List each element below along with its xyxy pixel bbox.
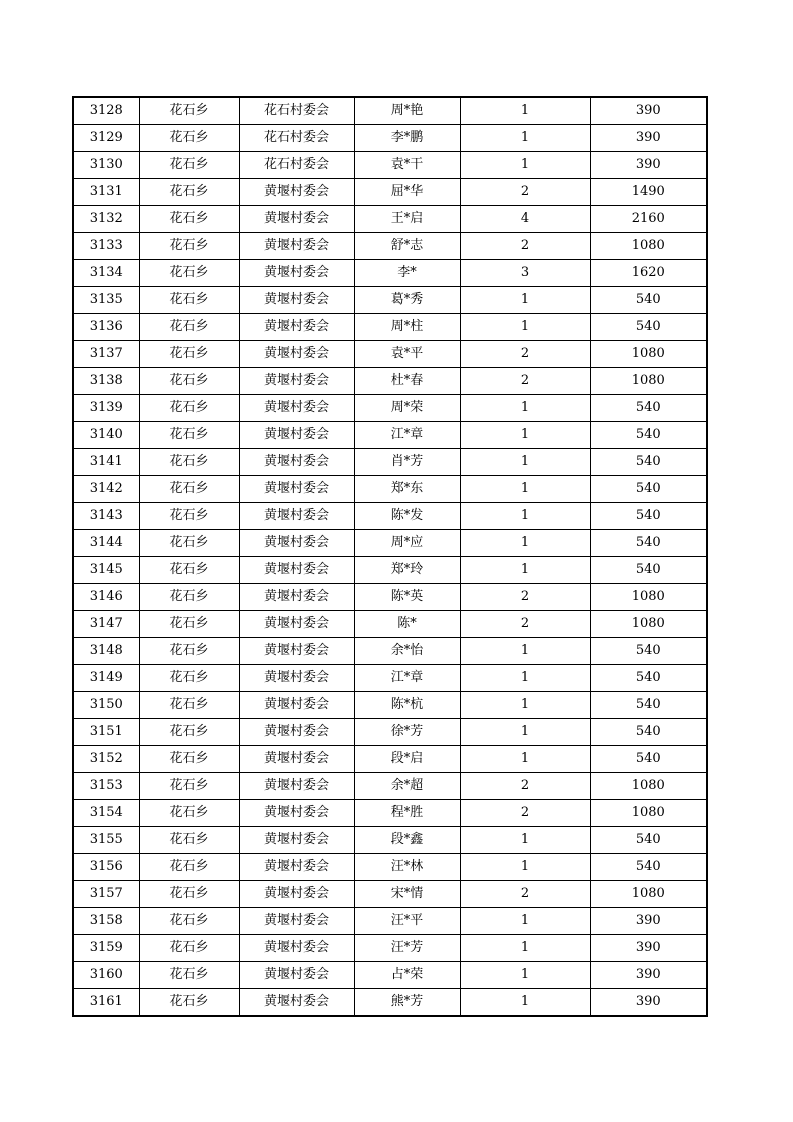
- household-count-cell: 2: [460, 881, 590, 908]
- table-row: [73, 854, 707, 881]
- name-cell: 段*鑫: [354, 827, 460, 854]
- village-committee-cell: 黄堰村委会: [239, 233, 354, 260]
- table-row: [73, 827, 707, 854]
- table-row: [73, 97, 707, 125]
- township-cell: 花石乡: [139, 179, 239, 206]
- household-count-cell: 2: [460, 773, 590, 800]
- name-cell: 葛*秀: [354, 287, 460, 314]
- serial-number-cell: 3143: [73, 503, 139, 530]
- table-row: [73, 881, 707, 908]
- household-count-cell: 1: [460, 989, 590, 1017]
- township-cell: 花石乡: [139, 638, 239, 665]
- household-count-cell: 1: [460, 665, 590, 692]
- amount-cell: 390: [590, 962, 707, 989]
- household-count-cell: 1: [460, 719, 590, 746]
- table-row: [73, 503, 707, 530]
- name-cell: 陈*英: [354, 584, 460, 611]
- township-cell: 花石乡: [139, 287, 239, 314]
- amount-cell: 390: [590, 125, 707, 152]
- township-cell: 花石乡: [139, 368, 239, 395]
- amount-cell: 1080: [590, 611, 707, 638]
- household-count-cell: 2: [460, 584, 590, 611]
- table-row: [73, 584, 707, 611]
- township-cell: 花石乡: [139, 503, 239, 530]
- township-cell: 花石乡: [139, 773, 239, 800]
- table-row: [73, 989, 707, 1017]
- household-count-cell: 1: [460, 476, 590, 503]
- name-cell: 熊*芳: [354, 989, 460, 1017]
- name-cell: 徐*芳: [354, 719, 460, 746]
- household-count-cell: 1: [460, 557, 590, 584]
- village-committee-cell: 花石村委会: [239, 152, 354, 179]
- household-count-cell: 2: [460, 179, 590, 206]
- village-committee-cell: 黄堰村委会: [239, 260, 354, 287]
- township-cell: 花石乡: [139, 233, 239, 260]
- household-count-cell: 2: [460, 233, 590, 260]
- amount-cell: 1080: [590, 341, 707, 368]
- name-cell: 周*柱: [354, 314, 460, 341]
- township-cell: 花石乡: [139, 935, 239, 962]
- table-row: [73, 260, 707, 287]
- name-cell: 舒*志: [354, 233, 460, 260]
- name-cell: 汪*平: [354, 908, 460, 935]
- serial-number-cell: 3148: [73, 638, 139, 665]
- village-committee-cell: 黄堰村委会: [239, 908, 354, 935]
- township-cell: 花石乡: [139, 827, 239, 854]
- household-count-cell: 1: [460, 449, 590, 476]
- household-count-cell: 2: [460, 611, 590, 638]
- household-count-cell: 1: [460, 503, 590, 530]
- serial-number-cell: 3137: [73, 341, 139, 368]
- serial-number-cell: 3161: [73, 989, 139, 1017]
- serial-number-cell: 3147: [73, 611, 139, 638]
- serial-number-cell: 3135: [73, 287, 139, 314]
- serial-number-cell: 3155: [73, 827, 139, 854]
- serial-number-cell: 3154: [73, 800, 139, 827]
- village-committee-cell: 黄堰村委会: [239, 935, 354, 962]
- amount-cell: 1490: [590, 179, 707, 206]
- township-cell: 花石乡: [139, 97, 239, 125]
- village-committee-cell: 黄堰村委会: [239, 341, 354, 368]
- amount-cell: 390: [590, 989, 707, 1017]
- name-cell: 江*章: [354, 665, 460, 692]
- household-count-cell: 3: [460, 260, 590, 287]
- amount-cell: 390: [590, 152, 707, 179]
- township-cell: 花石乡: [139, 746, 239, 773]
- village-committee-cell: 黄堰村委会: [239, 422, 354, 449]
- township-cell: 花石乡: [139, 908, 239, 935]
- serial-number-cell: 3158: [73, 908, 139, 935]
- village-committee-cell: 黄堰村委会: [239, 584, 354, 611]
- roster-table: [72, 96, 708, 1017]
- village-committee-cell: 黄堰村委会: [239, 611, 354, 638]
- household-count-cell: 1: [460, 314, 590, 341]
- township-cell: 花石乡: [139, 476, 239, 503]
- village-committee-cell: 黄堰村委会: [239, 530, 354, 557]
- serial-number-cell: 3151: [73, 719, 139, 746]
- village-committee-cell: 黄堰村委会: [239, 476, 354, 503]
- name-cell: 郑*东: [354, 476, 460, 503]
- township-cell: 花石乡: [139, 125, 239, 152]
- name-cell: 宋*情: [354, 881, 460, 908]
- serial-number-cell: 3150: [73, 692, 139, 719]
- village-committee-cell: 黄堰村委会: [239, 746, 354, 773]
- household-count-cell: 1: [460, 827, 590, 854]
- village-committee-cell: 黄堰村委会: [239, 827, 354, 854]
- household-count-cell: 1: [460, 395, 590, 422]
- amount-cell: 1080: [590, 881, 707, 908]
- name-cell: 占*荣: [354, 962, 460, 989]
- township-cell: 花石乡: [139, 881, 239, 908]
- table-row: [73, 692, 707, 719]
- table-row: [73, 152, 707, 179]
- name-cell: 陈*杭: [354, 692, 460, 719]
- township-cell: 花石乡: [139, 422, 239, 449]
- household-count-cell: 2: [460, 368, 590, 395]
- household-count-cell: 1: [460, 746, 590, 773]
- township-cell: 花石乡: [139, 449, 239, 476]
- village-committee-cell: 黄堰村委会: [239, 449, 354, 476]
- serial-number-cell: 3138: [73, 368, 139, 395]
- serial-number-cell: 3145: [73, 557, 139, 584]
- township-cell: 花石乡: [139, 962, 239, 989]
- name-cell: 肖*芳: [354, 449, 460, 476]
- household-count-cell: 1: [460, 692, 590, 719]
- table-row: [73, 233, 707, 260]
- village-committee-cell: 黄堰村委会: [239, 665, 354, 692]
- table-row: [73, 665, 707, 692]
- name-cell: 王*启: [354, 206, 460, 233]
- township-cell: 花石乡: [139, 260, 239, 287]
- village-committee-cell: 黄堰村委会: [239, 719, 354, 746]
- village-committee-cell: 黄堰村委会: [239, 800, 354, 827]
- table-row: [73, 719, 707, 746]
- serial-number-cell: 3129: [73, 125, 139, 152]
- name-cell: 杜*春: [354, 368, 460, 395]
- name-cell: 周*应: [354, 530, 460, 557]
- name-cell: 周*荣: [354, 395, 460, 422]
- amount-cell: 1080: [590, 773, 707, 800]
- household-count-cell: 1: [460, 287, 590, 314]
- household-count-cell: 1: [460, 935, 590, 962]
- name-cell: 汪*林: [354, 854, 460, 881]
- village-committee-cell: 黄堰村委会: [239, 179, 354, 206]
- village-committee-cell: 黄堰村委会: [239, 962, 354, 989]
- household-count-cell: 2: [460, 800, 590, 827]
- serial-number-cell: 3160: [73, 962, 139, 989]
- name-cell: 李*鹏: [354, 125, 460, 152]
- household-count-cell: 1: [460, 962, 590, 989]
- village-committee-cell: 黄堰村委会: [239, 881, 354, 908]
- serial-number-cell: 3133: [73, 233, 139, 260]
- table-row: [73, 341, 707, 368]
- serial-number-cell: 3149: [73, 665, 139, 692]
- amount-cell: 1080: [590, 368, 707, 395]
- serial-number-cell: 3156: [73, 854, 139, 881]
- township-cell: 花石乡: [139, 611, 239, 638]
- township-cell: 花石乡: [139, 341, 239, 368]
- township-cell: 花石乡: [139, 665, 239, 692]
- serial-number-cell: 3141: [73, 449, 139, 476]
- amount-cell: 540: [590, 287, 707, 314]
- table-row: [73, 638, 707, 665]
- household-count-cell: 1: [460, 638, 590, 665]
- village-committee-cell: 黄堰村委会: [239, 287, 354, 314]
- serial-number-cell: 3152: [73, 746, 139, 773]
- household-count-cell: 1: [460, 854, 590, 881]
- name-cell: 陈*发: [354, 503, 460, 530]
- village-committee-cell: 黄堰村委会: [239, 368, 354, 395]
- table-row: [73, 206, 707, 233]
- name-cell: 余*超: [354, 773, 460, 800]
- amount-cell: 540: [590, 395, 707, 422]
- amount-cell: 540: [590, 692, 707, 719]
- serial-number-cell: 3132: [73, 206, 139, 233]
- table-row: [73, 773, 707, 800]
- table-row: [73, 395, 707, 422]
- table-row: [73, 449, 707, 476]
- township-cell: 花石乡: [139, 584, 239, 611]
- village-committee-cell: 黄堰村委会: [239, 206, 354, 233]
- serial-number-cell: 3130: [73, 152, 139, 179]
- table-row: [73, 557, 707, 584]
- table-row: [73, 125, 707, 152]
- village-committee-cell: 黄堰村委会: [239, 503, 354, 530]
- table-row: [73, 368, 707, 395]
- name-cell: 汪*芳: [354, 935, 460, 962]
- name-cell: 陈*: [354, 611, 460, 638]
- township-cell: 花石乡: [139, 719, 239, 746]
- township-cell: 花石乡: [139, 152, 239, 179]
- serial-number-cell: 3140: [73, 422, 139, 449]
- amount-cell: 540: [590, 557, 707, 584]
- serial-number-cell: 3139: [73, 395, 139, 422]
- table-row: [73, 611, 707, 638]
- serial-number-cell: 3131: [73, 179, 139, 206]
- serial-number-cell: 3157: [73, 881, 139, 908]
- amount-cell: 1080: [590, 584, 707, 611]
- amount-cell: 540: [590, 422, 707, 449]
- table-row: [73, 422, 707, 449]
- amount-cell: 540: [590, 314, 707, 341]
- village-committee-cell: 黄堰村委会: [239, 989, 354, 1017]
- amount-cell: 540: [590, 719, 707, 746]
- amount-cell: 1620: [590, 260, 707, 287]
- table-row: [73, 476, 707, 503]
- roster-table-body: [73, 97, 707, 1016]
- amount-cell: 540: [590, 503, 707, 530]
- township-cell: 花石乡: [139, 206, 239, 233]
- name-cell: 程*胜: [354, 800, 460, 827]
- serial-number-cell: 3146: [73, 584, 139, 611]
- table-row: [73, 314, 707, 341]
- table-row: [73, 962, 707, 989]
- township-cell: 花石乡: [139, 314, 239, 341]
- village-committee-cell: 黄堰村委会: [239, 638, 354, 665]
- serial-number-cell: 3134: [73, 260, 139, 287]
- amount-cell: 2160: [590, 206, 707, 233]
- village-committee-cell: 黄堰村委会: [239, 314, 354, 341]
- name-cell: 郑*玲: [354, 557, 460, 584]
- amount-cell: 390: [590, 935, 707, 962]
- serial-number-cell: 3159: [73, 935, 139, 962]
- township-cell: 花石乡: [139, 530, 239, 557]
- amount-cell: 540: [590, 530, 707, 557]
- amount-cell: 1080: [590, 800, 707, 827]
- amount-cell: 540: [590, 476, 707, 503]
- amount-cell: 1080: [590, 233, 707, 260]
- household-count-cell: 1: [460, 97, 590, 125]
- village-committee-cell: 花石村委会: [239, 125, 354, 152]
- amount-cell: 540: [590, 665, 707, 692]
- table-row: [73, 935, 707, 962]
- table-row: [73, 746, 707, 773]
- village-committee-cell: 黄堰村委会: [239, 395, 354, 422]
- township-cell: 花石乡: [139, 395, 239, 422]
- name-cell: 余*怡: [354, 638, 460, 665]
- table-row: [73, 530, 707, 557]
- village-committee-cell: 黄堰村委会: [239, 692, 354, 719]
- name-cell: 段*启: [354, 746, 460, 773]
- township-cell: 花石乡: [139, 854, 239, 881]
- township-cell: 花石乡: [139, 557, 239, 584]
- township-cell: 花石乡: [139, 989, 239, 1017]
- table-row: [73, 287, 707, 314]
- name-cell: 袁*平: [354, 341, 460, 368]
- household-count-cell: 1: [460, 422, 590, 449]
- village-committee-cell: 黄堰村委会: [239, 854, 354, 881]
- village-committee-cell: 黄堰村委会: [239, 773, 354, 800]
- name-cell: 李*: [354, 260, 460, 287]
- serial-number-cell: 3153: [73, 773, 139, 800]
- name-cell: 江*章: [354, 422, 460, 449]
- household-count-cell: 1: [460, 125, 590, 152]
- amount-cell: 540: [590, 854, 707, 881]
- name-cell: 屈*华: [354, 179, 460, 206]
- name-cell: 袁*干: [354, 152, 460, 179]
- amount-cell: 540: [590, 449, 707, 476]
- township-cell: 花石乡: [139, 692, 239, 719]
- household-count-cell: 4: [460, 206, 590, 233]
- serial-number-cell: 3144: [73, 530, 139, 557]
- township-cell: 花石乡: [139, 800, 239, 827]
- amount-cell: 540: [590, 827, 707, 854]
- table-row: [73, 179, 707, 206]
- serial-number-cell: 3142: [73, 476, 139, 503]
- village-committee-cell: 花石村委会: [239, 97, 354, 125]
- amount-cell: 390: [590, 97, 707, 125]
- name-cell: 周*艳: [354, 97, 460, 125]
- household-count-cell: 1: [460, 530, 590, 557]
- amount-cell: 540: [590, 746, 707, 773]
- household-count-cell: 2: [460, 341, 590, 368]
- household-count-cell: 1: [460, 152, 590, 179]
- serial-number-cell: 3128: [73, 97, 139, 125]
- village-committee-cell: 黄堰村委会: [239, 557, 354, 584]
- household-count-cell: 1: [460, 908, 590, 935]
- table-row: [73, 908, 707, 935]
- serial-number-cell: 3136: [73, 314, 139, 341]
- table-row: [73, 800, 707, 827]
- amount-cell: 390: [590, 908, 707, 935]
- amount-cell: 540: [590, 638, 707, 665]
